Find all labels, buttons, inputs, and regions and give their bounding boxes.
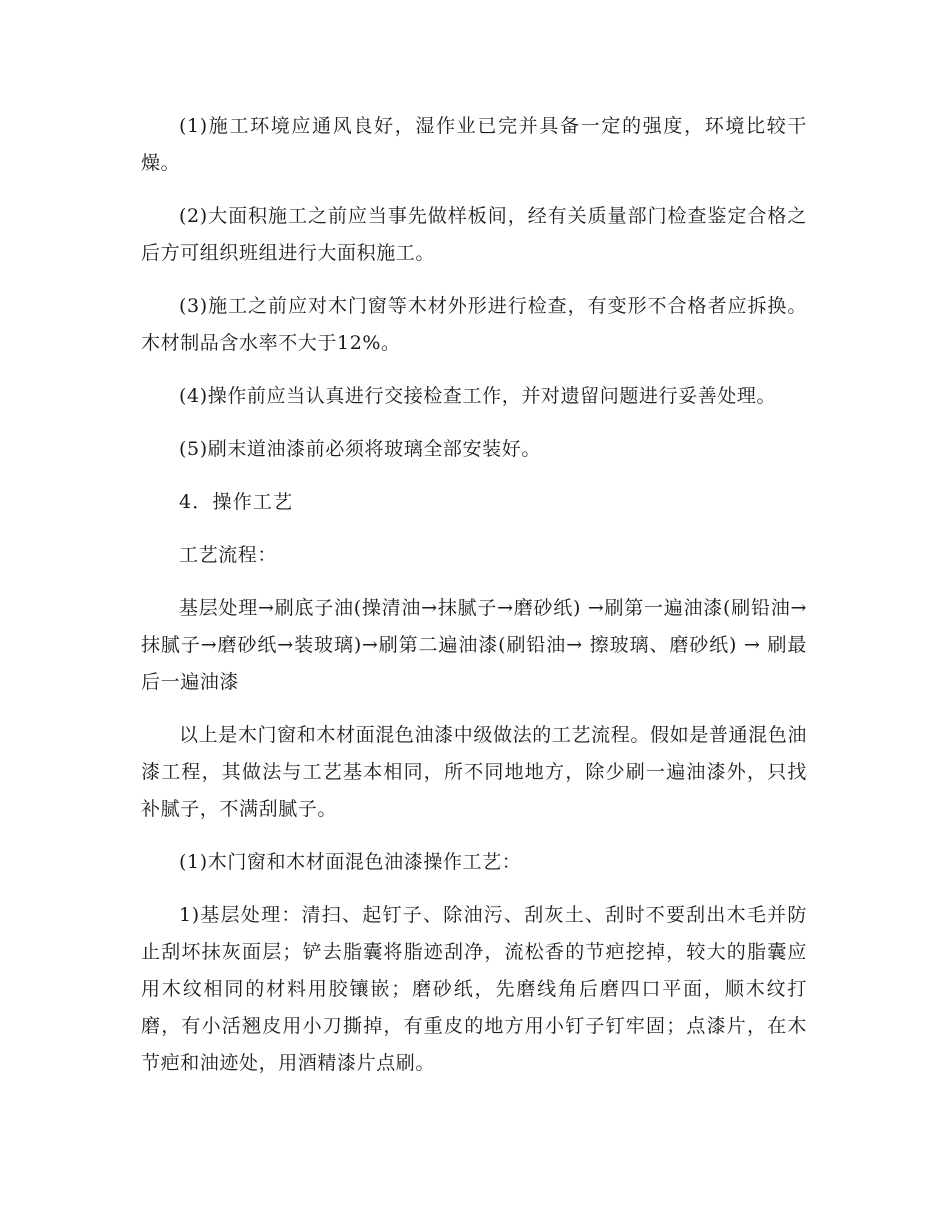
subsection-heading: (1)木门窗和木材面混色油漆操作工艺： [179, 851, 522, 873]
paragraph-item-5: (5)刷末道油漆前必须将玻璃全部安装好。 [179, 438, 541, 460]
paragraph-item-2: (2)大面积施工之前应当事先做样板间，经有关质量部门检查鉴定合格之后方可组织班组进行大面积施工。 [141, 205, 807, 264]
base-treatment-paragraph: 1)基层处理：清扫、起钉子、除油污、刮灰土、刮时不要刮出木毛并防止刮坏抹灰面层；铲去脂囊将脂迹刮净，流松香的节疤挖掉，较大的脂囊应用木纹相同的材料用胶镶嵌；磨砂纸，先磨线角后磨四口平面，顺木纹打磨，有小活翘皮用小刀撕掉，有重皮的地方用小钉子钉牢固；点漆片，在木节疤和油迹处，用酒精漆片点刷。 [141, 904, 807, 1074]
paragraph-item-4: (4)操作前应当认真进行交接检查工作，并对遗留问题进行妥善处理。 [179, 385, 777, 407]
document-body [141, 108, 807, 1098]
process-flow-text: 基层处理→刷底子油(操清油→抹腻子→磨砂纸) →刷第一遍油漆(刷铅油→抹腻子→磨砂纸→装玻璃)→刷第二遍油漆(刷铅油→ 擦玻璃、磨砂纸) → 刷最后一遍油漆 [141, 597, 807, 693]
explanation-paragraph: 以上是木门窗和木材面混色油漆中级做法的工艺流程。假如是普通混色油漆工程，其做法与工艺基本相同，所不同地地方，除少刷一遍油漆外，只找补腻子，不满刮腻子。 [141, 724, 807, 820]
paragraph-item-3: (3)施工之前应对木门窗等木材外形进行检查，有变形不合格者应拆换。木材制品含水率不大于12%。 [141, 295, 807, 354]
section-heading: 4．操作工艺 [179, 491, 294, 513]
paragraph-item-1: (1)施工环境应通风良好，湿作业已完并具备一定的强度，环境比较干燥。 [141, 115, 807, 174]
subheading-process-flow: 工艺流程： [179, 544, 278, 566]
